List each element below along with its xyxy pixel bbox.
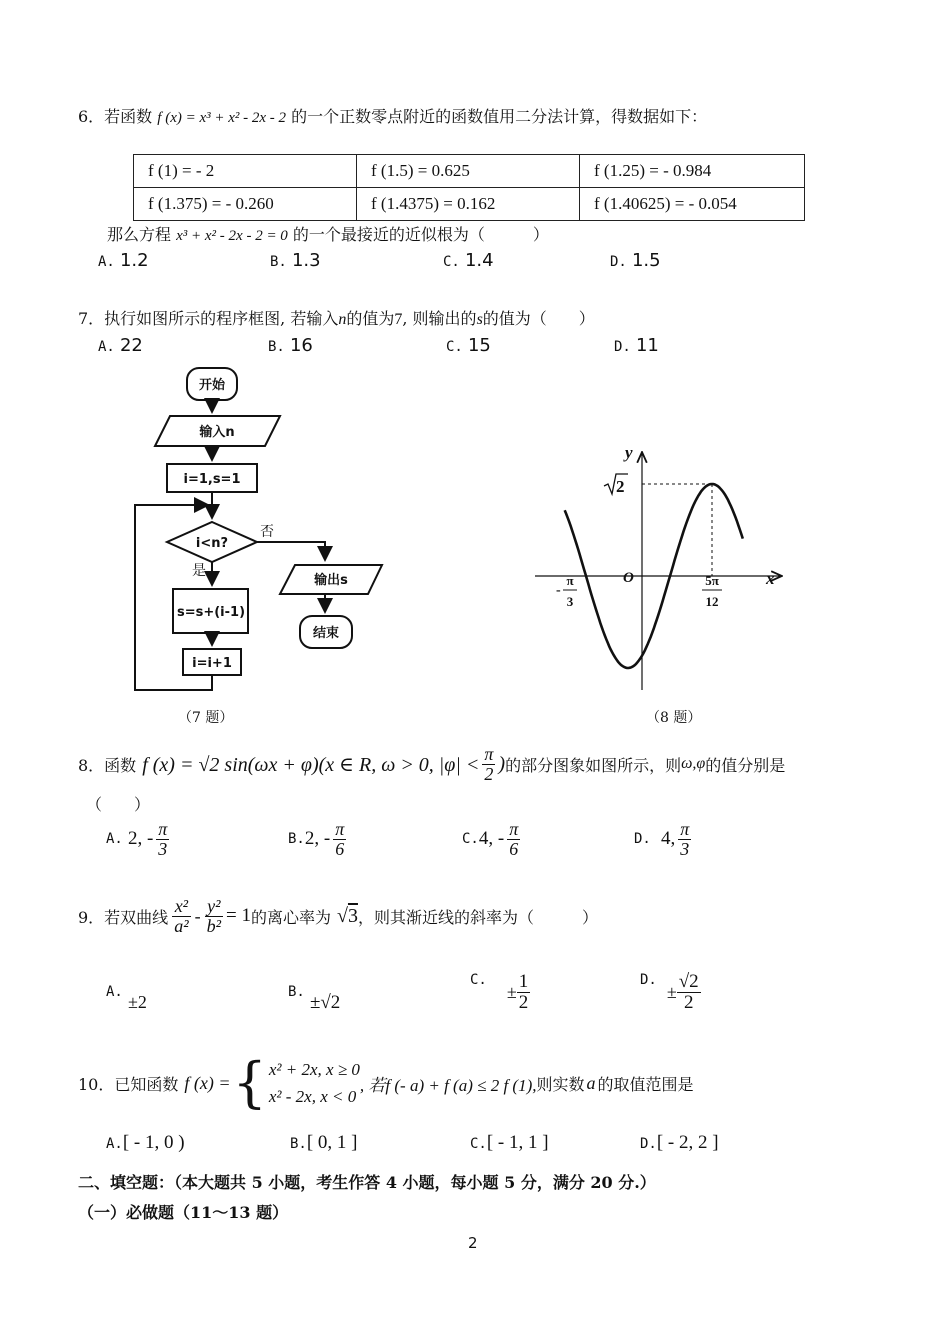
- flow-yes-label: 是: [192, 563, 206, 579]
- q8-pi-over-2: $\frac{\pi}{2}$: [484, 743, 494, 784]
- q10-option-b: B.[ 0, 1 ]: [290, 1132, 358, 1153]
- q10-option-a: A.[ - 1, 0 ): [106, 1132, 185, 1153]
- flow-end-label: 结束: [312, 626, 340, 641]
- q6-option-a: A. 1.2: [98, 250, 149, 271]
- q6-option-b: B. 1.3: [270, 250, 321, 271]
- q6-function: f (x) = x³ + x² - 2x - 2: [157, 110, 287, 126]
- q8-stem: 8．函数 f (x) = √2 sin(ωx + φ)(x ∈ R, ω > 0, |φ| < $\frac{\pi}{2}$ ) 的部分图象如图所示，则 ω,φ 的值分别是: [78, 743, 786, 784]
- flow-init-label: i=1,s=1: [183, 472, 241, 487]
- q6-data-table: [133, 154, 805, 221]
- flow-input-label: 输入n: [199, 425, 235, 440]
- flow-no-label: 否: [260, 524, 274, 540]
- section2-subtitle: （一）必做题（11～13 题）: [78, 1203, 289, 1222]
- q10-cases: x² + 2x, x ≥ 0 x² - 2x, x < 0: [268, 1059, 360, 1106]
- neg-pi3-den: 3: [566, 594, 574, 609]
- q8-caption: （8 题）: [646, 710, 702, 726]
- q9-option-c: C. ± $\frac{1}{2}$: [470, 971, 529, 1013]
- q7-caption: （7 题）: [178, 710, 234, 726]
- q7-option-c: C. 15: [446, 335, 491, 356]
- q8-paren: （ ）: [86, 795, 151, 814]
- q9-stem: 9．若双曲线 $\frac{\text{x²}}{\text{a²}}$ - $\frac{\text{y²}}{\text{b²}}$ = 1 的离心率为 √3 ，则其渐近线的斜率为（ ）: [78, 895, 598, 936]
- q7-flowchart: [120, 360, 420, 705]
- pi512-den: 12: [705, 594, 719, 609]
- q6-option-c: C. 1.4: [443, 250, 494, 271]
- neg-sign: -: [556, 583, 561, 598]
- q9-sqrt3: √3: [336, 904, 358, 927]
- flow-update-s-label: s=s+(i-1): [176, 605, 246, 620]
- q7-option-b: B. 16: [268, 335, 313, 356]
- pi512-num: 5π: [705, 573, 719, 588]
- q6-option-d: D. 1.5: [610, 250, 661, 271]
- table-cell: f (1.375) = - 0.260: [134, 188, 357, 221]
- table-cell: f (1.4375) = 0.162: [357, 188, 580, 221]
- table-cell: f (1.40625) = - 0.054: [580, 188, 805, 221]
- q6-equation: x³ + x² - 2x - 2 = 0: [176, 228, 288, 244]
- table-cell: f (1) = - 2: [134, 155, 357, 188]
- q6-stem: 6．若函数 f (x) = x³ + x² - 2x - 2 的一个正数零点附近的函数值用二分法计算，得数据如下：: [78, 107, 708, 126]
- q10-option-d: D.[ - 2, 2 ]: [640, 1132, 719, 1153]
- table-cell: f (1.5) = 0.625: [357, 155, 580, 188]
- page-number: 2: [468, 1234, 478, 1252]
- q9-option-b: B. ±√2: [288, 984, 341, 1013]
- neg-pi3-num: π: [566, 573, 574, 588]
- q10-option-c: C.[ - 1, 1 ]: [470, 1132, 549, 1153]
- q9-option-a: A. ±2: [106, 984, 147, 1012]
- y-axis-label: y: [625, 443, 633, 462]
- q10-stem: 10．已知函数 f (x) = { x² + 2x, x ≥ 0 x² - 2x, x < 0 , 若f (- a) + f (a) ≤ 2 f (1), 则实数 a 的取值范围是: [78, 1051, 694, 1114]
- q8-function: f (x) = √2 sin(ωx + φ)(x ∈ R, ω > 0, |φ| <: [142, 753, 480, 776]
- q8-option-a: A. 2, - $\frac{\pi}{3}$: [106, 819, 168, 859]
- table-cell: f (1.25) = - 0.984: [580, 155, 805, 188]
- table-row: [134, 155, 805, 188]
- flow-start-label: 开始: [198, 378, 226, 393]
- q7-stem: 7．执行如图所示的程序框图, 若输入n的值为7, 则输出的s的值为（ ）: [78, 309, 595, 328]
- x-axis-label: x: [766, 569, 775, 588]
- q9-option-d: D. ± $\frac{√2}{2}$: [640, 971, 699, 1013]
- table-row: [134, 188, 805, 221]
- q7-option-a: A. 22: [98, 335, 143, 356]
- flow-update-i-label: i=i+1: [192, 656, 232, 671]
- q8-option-b: B. 2, - $\frac{\pi}{6}$: [288, 819, 345, 859]
- q8-option-d: D. 4, $\frac{\pi}{3}$: [634, 819, 690, 859]
- q10-brace: {: [232, 1051, 267, 1114]
- q8-graph: [530, 440, 790, 700]
- q7-option-d: D. 11: [614, 335, 659, 356]
- section2-title: 二、填空题：（本大题共 5 小题，考生作答 4 小题，每小题 5 分，满分 20 分.）: [78, 1173, 656, 1192]
- flow-condition-label: i<n?: [195, 536, 229, 551]
- q6-line2: 那么方程 x³ + x² - 2x - 2 = 0 的一个最接近的近似根为（ ）: [107, 225, 549, 244]
- q8-option-c: C. 4, - $\frac{\pi}{6}$: [462, 819, 519, 859]
- flow-output-label: 输出s: [314, 573, 348, 588]
- origin-label: O: [623, 570, 634, 586]
- sqrt2-label: 2: [616, 477, 625, 496]
